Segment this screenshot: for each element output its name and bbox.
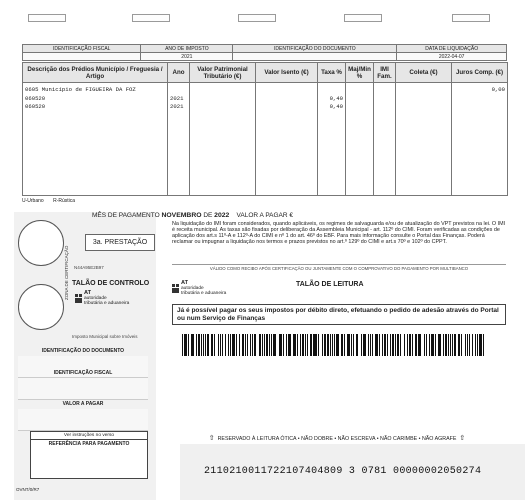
barcode-bar [262,334,263,356]
at-logo-line2: tributária e aduaneira [181,291,227,296]
barcode-bar [368,334,369,356]
column-header: Juros Comp. (€) [452,63,508,83]
barcode-bar [252,334,253,356]
barcode-bar [302,334,304,356]
up-arrow-icon: ⇧ [208,435,215,442]
barcode-bar [232,334,235,356]
table-row [23,103,508,112]
column-header: Coleta (€) [396,63,452,83]
barcode-bar [412,334,413,356]
property-table [22,62,508,196]
header-value [233,53,397,61]
cell-desc: 0605 Município de FIGUEIRA DA FOZ [23,83,168,95]
barcode-bar [222,334,223,356]
column-header: Maj/Min % [346,63,374,83]
barcode-bar [418,334,421,356]
barcode-bar [271,334,272,356]
barcode-bar [397,334,400,356]
header-label: DATA DE LIQUIDAÇÃO [397,45,507,53]
barcode-bar [382,334,383,356]
barcode-bar [225,334,226,356]
talao-leitura-title: TALÃO DE LEITURA [296,281,364,288]
mes-label: MÊS DE PAGAMENTO [92,212,160,219]
barcode-bar [313,334,314,356]
zona-label: ZONA DE CERTIFICAÇÃO [64,245,69,300]
barcode-bar [305,334,306,356]
barcode-bar [239,334,240,356]
at-logo-icon [75,294,82,303]
cell-desc: 060520 [23,103,168,112]
stub-id-fiscal: IDENTIFICAÇÃO FISCAL [53,370,113,376]
barcode-bar [443,334,444,356]
perforation-mark [452,14,490,22]
barcode-bar [211,334,214,356]
barcode-bar [372,334,374,356]
barcode-bar [424,334,426,356]
column-header: IMI Fam. [374,63,396,83]
barcode-bar [438,334,441,356]
barcode-bar [327,334,329,356]
table-row [23,95,508,104]
barcode-bar [191,334,194,356]
stub-valor: VALOR A PAGAR [62,401,104,407]
legend-item: R-Rústica [53,198,76,204]
barcode-bar [415,334,416,356]
barcode-bar [409,334,411,356]
up-arrow-icon: ⇧ [459,435,466,442]
barcode-bar [467,334,469,356]
at-logo-name: AT [84,290,92,296]
barcode-bar [348,334,350,356]
barcode-bar [184,334,186,356]
barcode-bar [264,334,265,356]
barcode-bar [330,334,331,356]
barcode-bar [472,334,473,356]
barcode-bar [205,334,206,356]
barcode-bar [392,334,394,356]
barcode-bar [324,334,326,356]
direct-debit-banner: Já é possível pagar os seus impostos por débito direto, efetuando o pedido de adesão através do Portal ou num Serviço de Finanças [172,304,506,325]
barcode-bar [450,334,451,356]
header-table [22,44,507,61]
stub-field [18,409,148,431]
barcode-bar [288,334,289,356]
barcode-bar [433,334,434,356]
barcode [182,334,492,356]
barcode-bar [196,334,197,356]
cell-juros [452,103,508,112]
barcode-bar [198,334,200,356]
barcode-bar [344,334,345,356]
column-header: Taxa % [318,63,346,83]
barcode-bar [297,334,298,356]
cell-taxa: 0,40 [318,95,346,104]
barcode-bar [279,334,280,356]
perforation-mark [28,14,66,22]
barcode-bar [387,334,388,356]
column-header: Ano [168,63,190,83]
barcode-bar [404,334,405,356]
certification-circle [18,220,64,266]
barcode-bar [289,334,291,356]
barcode-bar [479,334,482,356]
barcode-bar [188,334,189,356]
barcode-bar [461,334,462,356]
barcode-bar [242,334,244,356]
barcode-bar [314,334,317,356]
barcode-bar [218,334,219,356]
barcode-bar [351,334,352,356]
instructions-note: Ver instruções no verso [31,432,147,440]
barcode-bar [448,334,449,356]
cell-ano: 2021 [168,103,190,112]
barcode-bar [254,334,257,356]
barcode-bar [300,334,301,356]
barcode-bar [236,334,237,356]
at-logo-line1: autoridade [181,286,204,291]
barcode-bar [379,334,380,356]
barcode-bar [207,334,209,356]
barcode-bar [186,334,187,356]
cell-ano [168,83,190,95]
barcode-bar [363,334,365,356]
barcode-bar [245,334,247,356]
document-code: N44A95E2B97 [74,265,104,270]
reference-box [30,431,148,479]
at-logo-line2: tributária e aduaneira [84,301,130,306]
barcode-bar [483,334,484,356]
barcode-bar [341,334,343,356]
barcode-bar [269,334,270,356]
barcode-bar [214,334,215,356]
barcode-bar [465,334,466,356]
barcode-bar [203,334,204,356]
barcode-bar [390,334,391,356]
at-logo [75,291,129,306]
barcode-bar [273,334,276,356]
barcode-bar [384,334,386,356]
barcode-bar [283,334,284,356]
at-logo-icon [172,284,179,293]
barcode-bar [347,334,348,356]
barcode-bar [407,334,409,356]
at-logo-line1: autoridade [84,296,107,301]
header-value [23,53,141,61]
legend [22,198,83,204]
imposto-label: Imposto Municipal sobre Imóveis [72,334,138,339]
validity-note: VÁLIDO COMO RECIBO APÓS CERTIFICAÇÃO OU JUNTAMENTE COM O COMPROVATIVO DO PAGAMENTO POR MULTIBANCO [172,264,506,271]
certification-circle [18,284,64,330]
barcode-bar [286,334,287,356]
barcode-bar [452,334,453,356]
barcode-bar [370,334,371,356]
cell-taxa [318,83,346,95]
header-label: IDENTIFICAÇÃO DO DOCUMENTO [233,45,397,53]
barcode-bar [435,334,436,356]
form-code: OVNT/0/R7 [16,487,40,492]
reserved-text: RESERVADO À LEITURA ÓTICA • NÃO DOBRE • NÃO ESCREVA • NÃO CARIMBE • NÃO AGRAFE [217,436,457,442]
barcode-bar [247,334,248,356]
mes-value: NOVEMBRO [161,212,202,219]
barcode-bar [426,334,427,356]
column-header: Descrição dos Prédios Município / Freguesia / Artigo [23,63,168,83]
barcode-bar [356,334,359,356]
barcode-bar [266,334,268,356]
barcode-bar [469,334,470,356]
reference-label: REFERÊNCIA PARA PAGAMENTO [48,441,130,447]
mes-year: 2022 [214,212,230,219]
perforation-mark [238,14,276,22]
cell-juros: 0,00 [452,83,508,95]
stub-id-doc: IDENTIFICAÇÃO DO DOCUMENTO [41,348,125,354]
barcode-bar [307,334,308,356]
header-value: 2021 [141,53,233,61]
barcode-bar [416,334,417,356]
barcode-bar [182,334,183,356]
barcode-bar [332,334,333,356]
ocr-line: 2110210011722107404809 3 0781 00000002050274 [204,466,482,477]
barcode-bar [322,334,323,356]
barcode-bar [361,334,362,356]
perforation-mark [344,14,382,22]
at-logo-name: AT [181,280,189,286]
payment-month-line [92,212,293,219]
barcode-bar [375,334,378,356]
mes-de: DE [203,212,213,219]
reserved-reading-line [182,434,492,442]
barcode-bar [293,334,296,356]
barcode-bar [477,334,478,356]
column-header: Valor Isento (€) [256,63,318,83]
perforation-mark [132,14,170,22]
cell-ano: 2021 [168,95,190,104]
barcode-bar [395,334,396,356]
installment-box: 3a. PRESTAÇÃO [85,234,155,251]
barcode-bar [310,334,312,356]
barcode-bar [201,334,202,356]
currency-symbol: € [289,212,294,219]
legend-item: U-Urbano [22,198,44,204]
header-value: 2022-04-07 [397,53,507,61]
barcode-bar [220,334,222,356]
barcode-bar [250,334,251,356]
column-header: Valor Patrimonial Tributário (€) [190,63,256,83]
barcode-bar [431,334,433,356]
cell-desc: 060520 [23,95,168,104]
barcode-bar [336,334,339,356]
talao-controlo-title: TALÃO DE CONTROLO [72,280,150,287]
cell-juros [452,95,508,104]
barcode-bar [429,334,430,356]
barcode-bar [318,334,319,356]
barcode-bar [259,334,261,356]
barcode-bar [445,334,447,356]
header-label: IDENTIFICAÇÃO FISCAL [23,45,141,53]
barcode-bar [400,334,401,356]
barcode-bar [228,334,230,356]
barcode-bar [230,334,231,356]
valor-label: VALOR A PAGAR [236,212,288,219]
barcode-bar [458,334,461,356]
barcode-bar [280,334,282,356]
at-logo [172,281,226,296]
barcode-bar [475,334,477,356]
barcode-bar [334,334,335,356]
stub-field [18,378,148,400]
barcode-bar [365,334,366,356]
barcode-bar [454,334,456,356]
table-row [23,83,508,95]
info-text: Na liquidação do IMI foram considerados, quando aplicáveis, os regimes de salvaguarda e/ou de atualização do VPT previstos na lei. O IMI é receita municipal. As taxas são fixadas por deliberação da Assembleia Municipal - art. 112º do CIMI. Foram verificadas as condições de aplicação dos art.s 11º-A e 112º-A do CIMI e nº 1 do art. 46º do EBF. Para mais informação consulte o Portal das Finanças. Poderá reclamar ou impugnar a liquidação nos termos e prazos previstos no art.º 129º do CIMI e art.s 70º e 102º do CPPT. [172,221,506,246]
header-label: ANO DE IMPOSTO [141,45,233,53]
barcode-bar [353,334,354,356]
cell-taxa: 0,40 [318,103,346,112]
